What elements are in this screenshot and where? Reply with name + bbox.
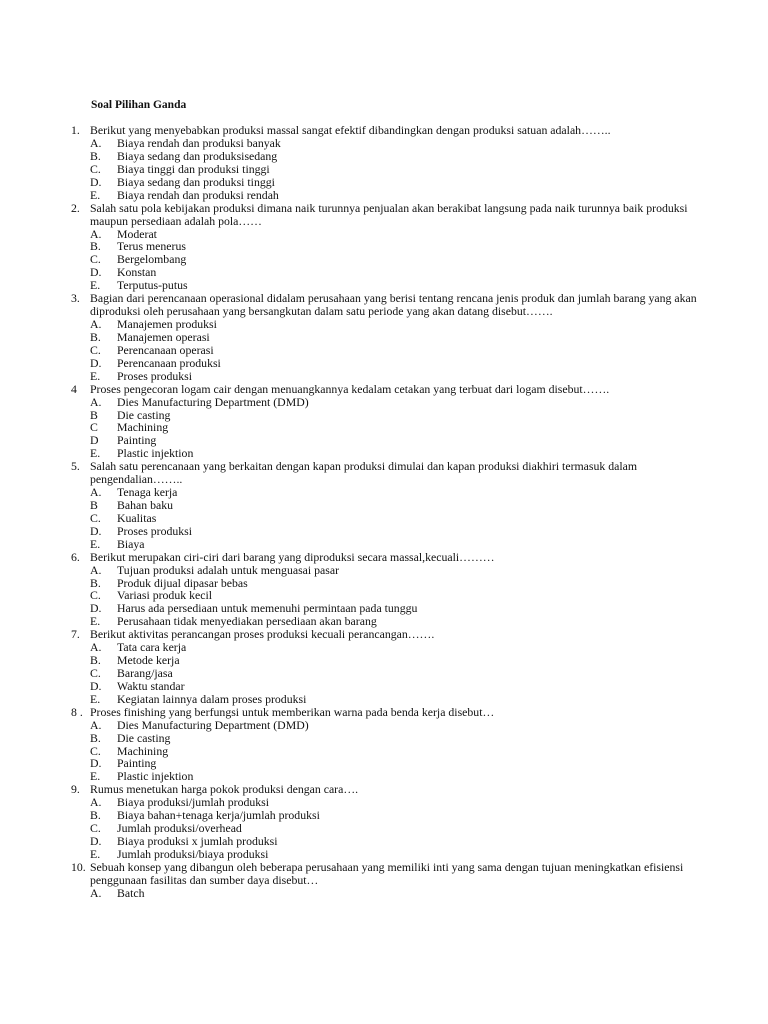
option-letter: C [90, 420, 98, 435]
option-letter: C. [90, 666, 101, 680]
option-letter: E. [90, 691, 101, 706]
question-text: Salah satu pola kebijakan produksi dimana naik turunnya penjualan akan berakibat langsung pada naik turunnya baik produksi maupun persediaan adalah pola…… [90, 200, 688, 228]
question-text: Sebuah konsep yang dibangun oleh beberapa perusahaan yang memiliki inti yang sama dengan tujuan meningkatkan efisiensi penggunaan fasilitas dan sumber daya disebut… [90, 859, 684, 887]
option-letter: A. [90, 640, 102, 655]
option-letter: E. [90, 446, 101, 461]
option-text: Biaya [117, 536, 145, 551]
question-list [71, 124, 708, 900]
option-letter: C. [90, 510, 101, 525]
option-list [71, 486, 708, 551]
option-text: Biaya produksi x jumlah produksi [117, 833, 278, 848]
option-text: Konstan [117, 265, 157, 280]
answer-option [90, 680, 708, 693]
question-text: Salah satu perencanaan yang berkaitan dengan kapan produksi dimulai dan kapan produksi diakhiri termasuk dalam pengendalian…….. [90, 459, 638, 487]
question-item [71, 861, 708, 900]
option-text: Moderat [117, 226, 157, 241]
answer-option [90, 835, 708, 848]
option-text: Dies Manufacturing Department (DMD) [117, 717, 309, 732]
option-text: Perencanaan produksi [117, 355, 221, 370]
question-line [71, 706, 708, 719]
option-text: Biaya rendah dan produksi banyak [117, 136, 281, 150]
question-text: Bagian dari perencanaan operasional didalam perusahaan yang berisi tentang rencana jenis produk dan jumlah barang yang akan diproduksi oleh perusahaan yang bersangkutan dalam satu periode yang akan datang disebut……. [90, 291, 697, 319]
option-letter: B. [90, 148, 101, 163]
option-list [71, 641, 708, 706]
question-line [71, 460, 708, 486]
answer-option [90, 486, 708, 499]
option-text: Machining [117, 743, 169, 758]
question-number: 6. [71, 549, 80, 564]
option-text: Terus menerus [117, 239, 186, 254]
option-text: Manajemen produksi [117, 317, 217, 332]
option-text: Jumlah produksi/overhead [117, 821, 242, 836]
question-item [71, 460, 708, 551]
option-text: Batch [117, 885, 145, 900]
option-letter: A. [90, 485, 102, 500]
question-number: 9. [71, 782, 80, 797]
answer-option [90, 848, 708, 861]
option-text: Tujuan produksi adalah untuk menguasai pasar [117, 562, 340, 577]
option-text: Biaya sedang dan produksisedang [117, 148, 278, 163]
option-letter: A. [90, 717, 102, 732]
option-letter: A. [90, 795, 102, 810]
question-number: 3. [71, 291, 80, 306]
option-text: Biaya tinggi dan produksi tinggi [117, 161, 270, 176]
option-text: Manajemen operasi [117, 329, 210, 344]
question-number: 7. [71, 627, 80, 642]
answer-option [90, 370, 708, 383]
option-text: Variasi produk kecil [117, 588, 213, 603]
option-letter: A. [90, 562, 102, 577]
question-number: 5. [71, 459, 80, 474]
answer-option [90, 137, 708, 150]
question-number: 4 [71, 381, 77, 396]
option-letter: E. [90, 187, 101, 202]
answer-option [90, 150, 708, 163]
option-text: Bergelombang [117, 252, 187, 267]
question-line [71, 861, 708, 887]
option-text: Metode kerja [117, 653, 180, 668]
option-text: Biaya rendah dan produksi rendah [117, 187, 279, 202]
option-text: Produk dijual dipasar bebas [117, 575, 248, 590]
option-text: Kualitas [117, 510, 157, 525]
answer-option [90, 189, 708, 202]
page-title: Soal Pilihan Ganda [91, 99, 187, 111]
question-item [71, 202, 708, 293]
answer-option [90, 654, 708, 667]
option-letter: B. [90, 329, 101, 344]
option-text: Plastic injektion [117, 769, 194, 784]
option-list [71, 318, 708, 383]
option-letter: D. [90, 601, 102, 616]
question-line [71, 551, 708, 564]
option-text: Painting [117, 433, 157, 448]
option-letter: E. [90, 846, 101, 861]
answer-option [90, 163, 708, 176]
answer-option [90, 538, 708, 551]
option-letter: B. [90, 808, 101, 823]
option-letter: D. [90, 833, 102, 848]
answer-option [90, 564, 708, 577]
option-letter: B. [90, 653, 101, 668]
answer-option [90, 693, 708, 706]
option-text: Barang/jasa [117, 666, 173, 680]
answer-option [90, 667, 708, 680]
answer-option [90, 732, 708, 745]
option-text: Perencanaan operasi [117, 342, 214, 357]
question-text: Proses pengecoran logam cair dengan menuangkannya kedalam cetakan yang terbuat dari logam disebut……. [90, 381, 610, 396]
answer-option [90, 525, 708, 538]
answer-option [90, 344, 708, 357]
option-text: Tata cara kerja [117, 640, 187, 655]
option-text: Perusahaan tidak menyediakan persediaan akan barang [117, 614, 377, 629]
option-text: Kegiatan lainnya dalam proses produksi [117, 691, 307, 706]
question-line [71, 383, 708, 396]
option-letter: D. [90, 355, 102, 370]
question-item [71, 124, 708, 202]
answer-option [90, 887, 708, 900]
option-text: Biaya sedang dan produksi tinggi [117, 174, 275, 189]
option-text: Die casting [117, 407, 171, 422]
option-letter: B. [90, 239, 101, 254]
option-letter: E. [90, 278, 101, 293]
option-text: Harus ada persediaan untuk memenuhi permintaan pada tunggu [117, 601, 418, 616]
option-letter: E. [90, 536, 101, 551]
question-item [71, 783, 708, 861]
option-text: Dies Manufacturing Department (DMD) [117, 394, 309, 409]
option-text: Proses produksi [117, 368, 193, 383]
question-item [71, 551, 708, 629]
answer-option [90, 512, 708, 525]
question-item [71, 706, 708, 784]
question-text: Berikut merupakan ciri-ciri dari barang yang diproduksi secara massal,kecuali……… [90, 549, 495, 564]
answer-option [90, 719, 708, 732]
option-text: Terputus-putus [117, 278, 188, 293]
option-letter: B [90, 407, 98, 422]
option-letter: A. [90, 226, 102, 241]
option-letter: D. [90, 174, 102, 189]
option-letter: A. [90, 885, 102, 900]
option-letter: A. [90, 394, 102, 409]
option-letter: C. [90, 588, 101, 603]
option-letter: D [90, 433, 99, 448]
option-letter: D. [90, 678, 102, 693]
answer-option [90, 396, 708, 409]
answer-option [90, 641, 708, 654]
option-letter: C. [90, 743, 101, 758]
option-letter: A. [90, 136, 102, 150]
option-letter: C. [90, 161, 101, 176]
option-letter: C. [90, 821, 101, 836]
option-letter: D. [90, 756, 102, 771]
question-text: Berikut aktivitas perancangan proses produksi kecuali perancangan……. [90, 627, 435, 642]
question-number: 2. [71, 200, 80, 215]
answer-option [90, 499, 708, 512]
question-line [71, 292, 708, 318]
answer-option [90, 409, 708, 422]
option-list [71, 137, 708, 202]
option-text: Plastic injektion [117, 446, 194, 461]
option-letter: E. [90, 769, 101, 784]
option-letter: C. [90, 342, 101, 357]
option-letter: A. [90, 317, 102, 332]
question-number: 1. [71, 123, 80, 137]
question-item [71, 383, 708, 461]
option-text: Waktu standar [117, 678, 185, 693]
option-letter: D. [90, 523, 102, 538]
question-number: 10. [71, 859, 86, 874]
answer-option [90, 176, 708, 189]
option-letter: E. [90, 368, 101, 383]
option-letter: B. [90, 575, 101, 590]
option-list [71, 564, 708, 629]
answer-option [90, 421, 708, 434]
answer-option [90, 253, 708, 266]
question-text: Proses finishing yang berfungsi untuk memberikan warna pada benda kerja disebut… [90, 704, 495, 719]
question-item [71, 628, 708, 706]
option-text: Tenaga kerja [117, 485, 178, 500]
answer-option [90, 331, 708, 344]
option-list [71, 228, 708, 293]
option-text: Painting [117, 756, 157, 771]
option-letter: E. [90, 614, 101, 629]
answer-option [90, 357, 708, 370]
option-list [71, 796, 708, 861]
question-item [71, 292, 708, 383]
option-text: Machining [117, 420, 169, 435]
option-list [71, 887, 708, 900]
question-number: 8 . [71, 704, 83, 719]
option-list [71, 719, 708, 784]
question-text: Berikut yang menyebabkan produksi massal sangat efektif dibandingkan dengan produksi satuan adalah…….. [90, 123, 611, 137]
option-text: Jumlah produksi/biaya produksi [117, 846, 269, 861]
option-text: Bahan baku [117, 498, 174, 513]
option-letter: B [90, 498, 98, 513]
question-line [71, 202, 708, 228]
question-text: Rumus menetukan harga pokok produksi dengan cara…. [90, 782, 359, 797]
option-letter: C. [90, 252, 101, 267]
option-text: Biaya bahan+tenaga kerja/jumlah produksi [117, 808, 320, 823]
option-letter: B. [90, 730, 101, 745]
option-text: Die casting [117, 730, 171, 745]
option-text: Proses produksi [117, 523, 193, 538]
option-text: Biaya produksi/jumlah produksi [117, 795, 270, 810]
option-list [71, 396, 708, 461]
answer-option [90, 745, 708, 758]
option-letter: D. [90, 265, 102, 280]
